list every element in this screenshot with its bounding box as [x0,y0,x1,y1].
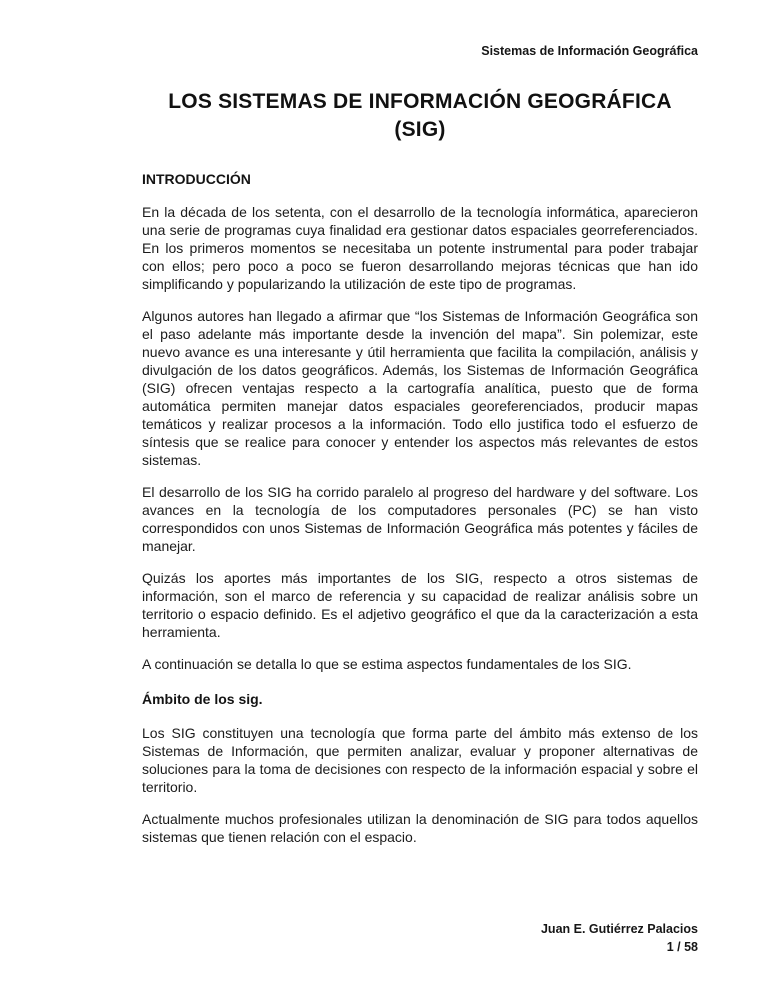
running-header: Sistemas de Información Geográfica [481,44,698,58]
document-title [142,88,698,144]
paragraph-actualmente-profesionales: Actualmente muchos profesionales utilizan la denominación de SIG para todos aquellos sistemas que tienen relación con el espacio. [142,811,698,845]
paragraph-a-continuacion: A continuación se detalla lo que se estima aspectos fundamentales de los SIG. [142,656,632,672]
paragraph-desarrollo-sig: El desarrollo de los SIG ha corrido paralelo al progreso del hardware y del software. Los avances en la tecnología de los computadores personales (PC) se han visto correspondidos con unos Sistemas de Información Geográfica más potentes y fáciles de manejar. [142,484,698,554]
section-heading-introduccion: INTRODUCCIÓN [142,171,251,187]
page-footer [541,920,698,956]
paragraph-decada-setenta: En la década de los setenta, con el desarrollo de la tecnología informática, aparecieron una serie de programas cuya finalidad era gestionar datos espaciales georreferenciados. En los primeros momentos se necesitaba un potente instrumental para poder trabajar con ellos; pero poco a poco se fueron desarrollando mejoras técnicas que han ido simplificando y popularizando la utilización de este tipo de programas. [142,204,698,292]
section-heading-ambito: Ámbito de los sig. [142,691,263,707]
footer-author: Juan E. Gutiérrez Palacios [540,922,698,936]
page-content [142,0,698,846]
paragraph-sig-constituyen: Los SIG constituyen una tecnología que forma parte del ámbito más extenso de los Sistemas de Información, que permiten analizar, evaluar y proponer alternativas de soluciones para la toma de decisiones con respecto de la información espacial y sobre el territorio. [142,725,698,795]
document-title-line-1: LOS SISTEMAS DE INFORMACIÓN GEOGRÁFICA [168,90,672,113]
footer-page-number: 1 / 58 [666,940,698,954]
document-title-line-2: (SIG) [394,118,446,141]
paragraph-aportes-sig: Quizás los aportes más importantes de los SIG, respecto a otros sistemas de información, son el marco de referencia y su capacidad de realizar análisis sobre un territorio o espacio definido. Es el adjetivo geográfico el que da la caracterización a esta herramienta. [142,570,698,640]
paragraph-algunos-autores: Algunos autores han llegado a afirmar que “los Sistemas de Información Geográfica son el paso adelante más importante desde la invención del mapa”. Sin polemizar, este nuevo avance es una interesante y útil herramienta que facilita la compilación, análisis y divulgación de los datos geográficos. Además, los Sistemas de Información Geográfica (SIG) ofrecen ventajas respecto a la cartografía analítica, puesto que de forma automática permiten manejar datos espaciales georeferenciados, producir mapas temáticos y realizar procesos a la información. Todo ello justifica todo el esfuerzo de síntesis que se realice para conocer y entender los aspectos más relevantes de estos sistemas. [142,308,698,468]
